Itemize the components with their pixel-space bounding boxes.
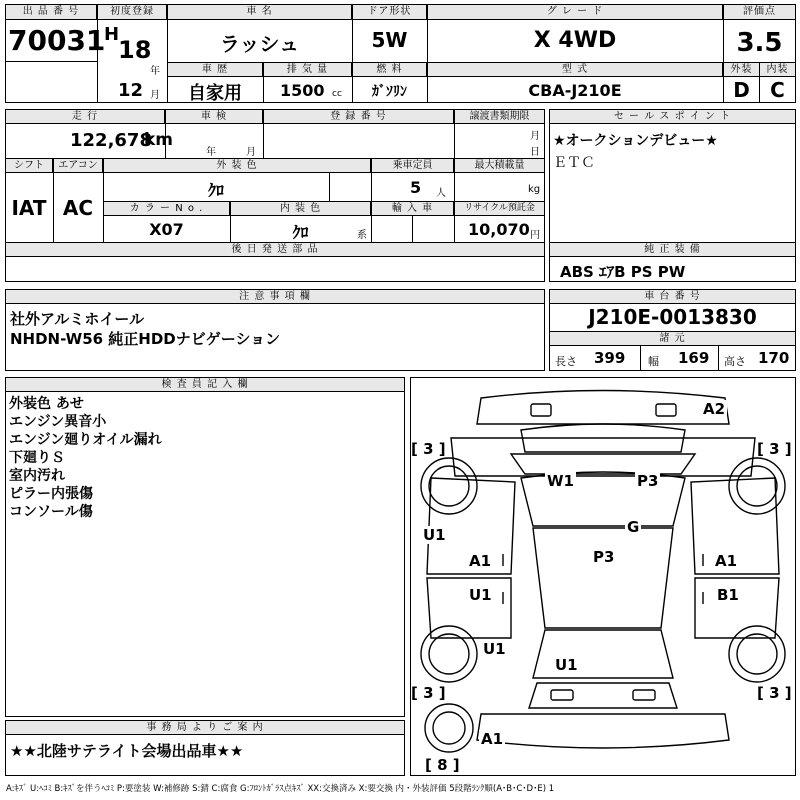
damage-mark: U1 [555, 656, 578, 674]
damage-mark: A1 [481, 730, 504, 748]
spec-height-label: 高さ [724, 355, 746, 368]
fuel-value: ｶﾞｿﾘﾝ [372, 84, 407, 100]
spec-length-label: 長さ [555, 355, 577, 368]
first-reg-era: H [104, 24, 120, 45]
ext-grade-value: D [733, 78, 750, 102]
inspection-label: 車 検 [165, 109, 263, 124]
inspector-line: ピラー内張傷 [9, 486, 93, 502]
recycle-value: 10,070 [468, 220, 530, 239]
aircon-label: エアコン [53, 158, 103, 173]
inspection-year-unit: 年 [206, 147, 216, 158]
sales-point-line-1: ★オークションデビュー★ [553, 133, 718, 149]
damage-mark: P3 [593, 548, 615, 566]
int-color-value: ｸﾛ [292, 223, 309, 242]
first-reg-year: 18 [118, 36, 152, 64]
damage-mark: W1 [547, 472, 574, 490]
int-color-label: 内 装 色 [230, 201, 371, 216]
score-label: 評価点 [723, 4, 796, 20]
color-no-value: X07 [149, 220, 184, 239]
displacement-label: 排 気 量 [263, 62, 352, 77]
spec-height-value: 170 [758, 349, 790, 367]
damage-mark: P3 [637, 472, 659, 490]
damage-diagram [410, 377, 796, 776]
damage-mark: B1 [717, 586, 739, 604]
sales-point-line-2: ＥＴＣ [553, 155, 595, 171]
legend-text: A:ｷｽﾞ U:ﾍｺﾐ B:ｷｽﾞを伴うﾍｺﾐ P:要塗装 W:補修跡 S:錆 C:腐食 G:ﾌﾛﾝﾄｶﾞﾗｽ点ｷｽﾞ XX:交換済み X:要交換 内・外装評価 5段階ﾗﾝｸ順(A･B･C･D･E) 1 [6, 784, 555, 794]
notes-line-2: NHDN-W56 純正HDDナビゲーション [10, 330, 281, 348]
equipment-label: 純 正 装 備 [549, 242, 796, 257]
tire-rating: [ 3 ] [411, 440, 446, 458]
max-load-unit: kg [528, 184, 541, 195]
spec-width-value: 169 [678, 349, 710, 367]
car-name-value: ラッシュ [219, 32, 300, 56]
fuel-label: 燃 料 [352, 62, 427, 77]
int-grade-label: 内装 [759, 62, 796, 77]
equipment-value: ABS ｴｱB PS PW [560, 263, 686, 281]
inspector-notes [9, 395, 162, 521]
damage-mark: U1 [483, 640, 506, 658]
chassis-label: 車 台 番 号 [549, 289, 796, 304]
inspection-month-unit: 月 [246, 147, 256, 158]
reg-no-label: 登 録 番 号 [263, 109, 454, 124]
specs-label: 諸 元 [549, 331, 796, 346]
tire-rating: [ 3 ] [757, 684, 792, 702]
capacity-value: 5 [410, 178, 422, 197]
shift-value: IAT [11, 196, 47, 220]
notes-label: 注 意 事 項 欄 [5, 289, 545, 304]
inspector-line: 下廻りＳ [9, 450, 65, 466]
spec-length-value: 399 [594, 349, 626, 367]
grade-value: X 4WD [533, 28, 617, 53]
first-reg-month-unit: 月 [150, 90, 160, 101]
inspector-line: 外装色 あせ [9, 396, 84, 412]
transfer-day-unit: 日 [530, 147, 540, 158]
tire-rating: [ 3 ] [757, 440, 792, 458]
capacity-label: 乗車定員 [371, 158, 454, 173]
car-name-label: 車 名 [167, 4, 352, 20]
capacity-unit: 人 [436, 188, 446, 199]
damage-mark: U1 [423, 526, 446, 544]
ext-color-value: ｸﾛ [207, 181, 224, 200]
later-parts-label: 後 日 発 送 部 品 [5, 242, 545, 257]
damage-mark: A1 [715, 552, 738, 570]
transfer-deadline-label: 譲渡書類期限 [454, 109, 545, 124]
score-value: 3.5 [736, 28, 783, 58]
first-reg-label: 初度登録 [97, 4, 167, 20]
mileage-value: 122,678 [70, 130, 152, 151]
grade-label: グ レ ー ド [427, 4, 723, 20]
int-color-unit: 系 [357, 230, 367, 241]
model-label: 型 式 [427, 62, 723, 77]
ext-color-label: 外 装 色 [103, 158, 371, 173]
history-label: 車 歴 [167, 62, 263, 77]
chassis-value: J210E-0013830 [588, 305, 757, 329]
spec-width-label: 幅 [648, 355, 659, 368]
damage-mark: A2 [703, 400, 726, 418]
office-label: 事 務 局 よ り ご 案 内 [5, 720, 405, 735]
displacement-unit: cc [332, 89, 342, 99]
recycle-label: リサイクル預託金 [454, 201, 545, 216]
ext-grade-label: 外装 [723, 62, 760, 77]
inspector-label: 検 査 員 記 入 欄 [5, 377, 405, 392]
tire-rating: [ 3 ] [411, 684, 446, 702]
first-reg-year-unit: 年 [150, 66, 160, 77]
int-grade-value: C [770, 78, 785, 102]
mileage-unit: km [144, 130, 174, 150]
transfer-month-unit: 月 [530, 131, 540, 142]
office-value: ★★北陸サテライト会場出品車★★ [10, 742, 244, 760]
damage-mark: U1 [469, 586, 492, 604]
sales-point-label: セ ー ル ス ポ イ ン ト [549, 109, 796, 124]
mileage-label: 走 行 [5, 109, 165, 124]
notes-line-1: 社外アルミホイール [10, 310, 145, 328]
history-value: 自家用 [188, 83, 242, 104]
damage-mark: A1 [469, 552, 492, 570]
color-no-label: カ ラ ー N o . [103, 201, 230, 216]
lot-no-value: 70031 [8, 24, 106, 57]
displacement-value: 1500 [280, 81, 325, 100]
inspector-line: エンジン廻りオイル漏れ [9, 432, 162, 448]
inspector-line: 室内汚れ [9, 468, 65, 484]
model-value: CBA-J210E [528, 81, 622, 100]
shift-label: シフト [5, 158, 53, 173]
max-load-label: 最大積載量 [454, 158, 545, 173]
inspector-line: コンソール傷 [9, 504, 93, 520]
first-reg-month: 12 [118, 80, 144, 101]
aircon-value: AC [62, 196, 94, 220]
inspector-line: エンジン異音小 [9, 414, 107, 430]
recycle-unit: 円 [530, 230, 540, 241]
car-outline [411, 378, 795, 775]
damage-mark: G [627, 518, 640, 536]
tire-rating: [ 8 ] [425, 756, 460, 774]
door-value: 5W [371, 28, 408, 52]
door-label: ドア形状 [352, 4, 427, 20]
import-label: 輸 入 車 [371, 201, 454, 216]
lot-no-label: 出 品 番 号 [5, 4, 97, 20]
